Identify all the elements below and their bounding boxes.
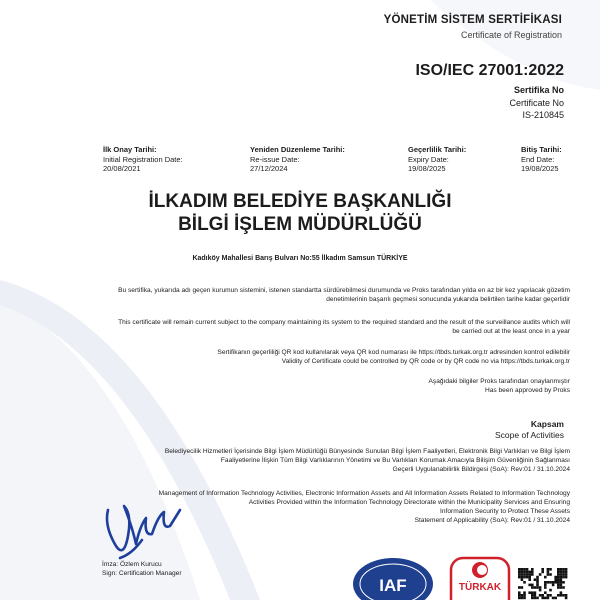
end-date: Bitiş Tarihi: End Date: 19/08/2025 — [521, 145, 562, 174]
certificate-number-value: IS-210845 — [522, 110, 564, 120]
scope-text-en: Management of Information Technology Activities, Electronic Information Assets and All Information Assets Related to Information Technology Activities Provided within the Information Technology Directorate within the Municipality Services and Ensuring Information Security to Protect These Assets Statement of Applicability (SoA): Rev:01 / 31.10.2024 — [158, 490, 570, 524]
expiry-date: Geçerlilik Tarihi: Expiry Date: 19/08/2025 — [408, 145, 467, 174]
certificate-number-label-tr: Sertifika No — [513, 85, 564, 95]
qr-validity-text: Sertifikanın geçerliliği QR kod kullanılarak veya QR kod numarası ile https://tbds.turkak.org.tr adresinden kontrol edilebilir Validity of Certificate could be controlled by QR code or by QR code no via https://tbds.turkak.org.tr — [217, 349, 570, 365]
scope-heading: Kapsam Scope of Activities — [495, 419, 564, 440]
reissue-date: Yeniden Düzenleme Tarihi: Re-issue Date: 27/12/2024 — [250, 145, 345, 174]
iaf-logo — [352, 556, 434, 600]
approval-text: Aşağıdaki bilgiler Proks tarafından onaylanmıştır Has been approved by Proks — [428, 378, 570, 394]
certificate-subtitle: Certificate of Registration — [460, 30, 562, 40]
standard-name: ISO/IEC 27001:2022 — [415, 62, 564, 79]
turkak-logo-text: TÜRKAK — [458, 582, 502, 593]
validity-text-en: This certificate will remain current subject to the company maintaining its system to the required standard and the result of the surveillance audits which will be carried out at the least once in a year — [118, 319, 570, 335]
scope-text-tr: Belediyecilik Hizmetleri İçerisinde Bilgi İşlem Müdürlüğü Bünyesinde Sunulan Bilgi İşlem Faaliyetleri, Elektronik Bilgi Varlıkları ve Bilgi İşlem Faaliyetlerine İlişkin Tüm Bilgi Varlıklarının Yönetimi ve Bu Varlıkları Korumak Amacıyla Bilişim Güvenliğinin Sağlanması Geçerli Uygulanabilirlik Bildirgesi (SoA): Rev:01 / 31.10.2024 — [164, 448, 570, 473]
initial-registration-date: İlk Onay Tarihi: Initial Registration Date: 20/08/2021 — [103, 145, 183, 174]
signature-caption: İmza: Özlem Kurucu Sign: Certification Manager — [102, 561, 182, 577]
validity-text-tr: Bu sertifika, yukarıda adı geçen kurumun sistemini, istenen standartta sürdürebilmesi durumunda ve Proks tarafından yılda en az bir kez yapılacak gözetim denetimlerinin başarılı geçmesi sonucunda yukarıda belirtilen tarihe kadar geçerlidir — [118, 287, 570, 303]
iaf-logo-text: IAF — [379, 576, 407, 595]
turkak-logo — [449, 556, 511, 600]
certificate-number-label-en: Certificate No — [509, 97, 564, 108]
qr-code — [518, 568, 568, 600]
organization-name: İLKADIM BELEDİYE BAŞKANLIĞI BİLGİ İŞLEM MÜDÜRLÜĞÜ — [148, 191, 452, 235]
signature-image — [102, 496, 192, 560]
certificate-number-block — [509, 84, 564, 122]
certificate-title: YÖNETİM SİSTEM SERTİFİKASI — [383, 14, 562, 26]
organization-address: Kadıköy Mahallesi Barış Bulvarı No:55 İlkadım Samsun TÜRKİYE — [192, 255, 408, 262]
